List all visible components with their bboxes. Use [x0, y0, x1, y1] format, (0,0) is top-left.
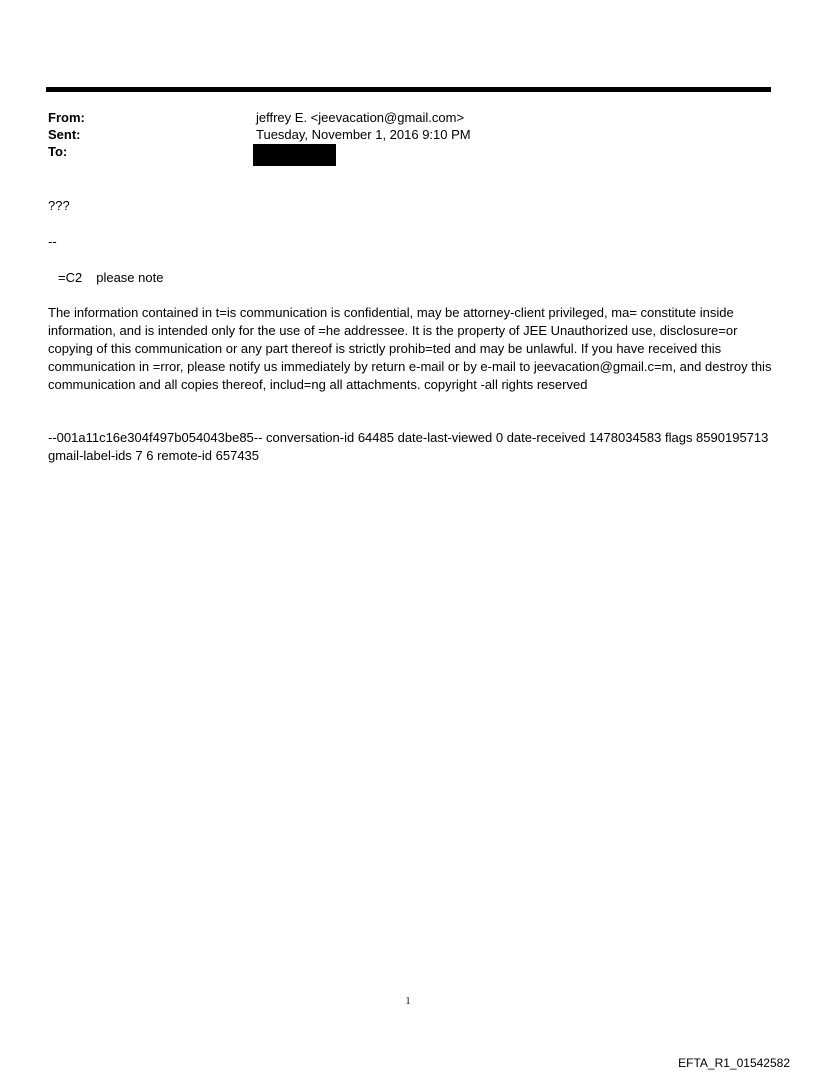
sent-row: [48, 126, 768, 143]
note-prefix: =C2: [58, 270, 83, 285]
from-label: From:: [48, 110, 85, 125]
page-number: 1: [405, 996, 411, 1007]
from-row: [48, 109, 768, 126]
confidentiality-disclaimer: The information contained in t=is communication is confidential, may be attorney-client privileged, ma= constitute inside information, and is intended only for the use of =he addressee. It is the property of JEE Unauthorized use, disclosure=or copying of this communication or any part thereof is strictly prohib=ted and may be unlawful. If you have received this communication in =rror, please notify us immediately by return e-mail or by e-mail to jeevacation@gmail.c=m, and destroy this communication and all copies thereof, includ=ng all attachments. copyright -all rights reserved: [48, 305, 772, 392]
note-line: [58, 269, 782, 287]
message-metadata: --001a11c16e304f497b054043be85-- conversation-id 64485 date-last-viewed 0 date-received 1478034583 flags 8590195713 gmail-label-ids 7 6 remote-id 657435: [48, 430, 769, 463]
redaction-box: [253, 144, 336, 166]
sent-label: Sent:: [48, 127, 81, 142]
header-divider: [46, 87, 771, 92]
to-row: [48, 143, 768, 160]
signature-separator: --: [48, 234, 57, 249]
email-greeting: ???: [48, 198, 70, 213]
from-value: jeffrey E. <jeevacation@gmail.com>: [256, 110, 465, 125]
to-label: To:: [48, 144, 68, 159]
document-id: EFTA_R1_01542582: [678, 1056, 790, 1070]
sent-value: Tuesday, November 1, 2016 9:10 PM: [256, 127, 471, 142]
email-header: [48, 109, 768, 160]
note-text: please note: [96, 270, 164, 285]
